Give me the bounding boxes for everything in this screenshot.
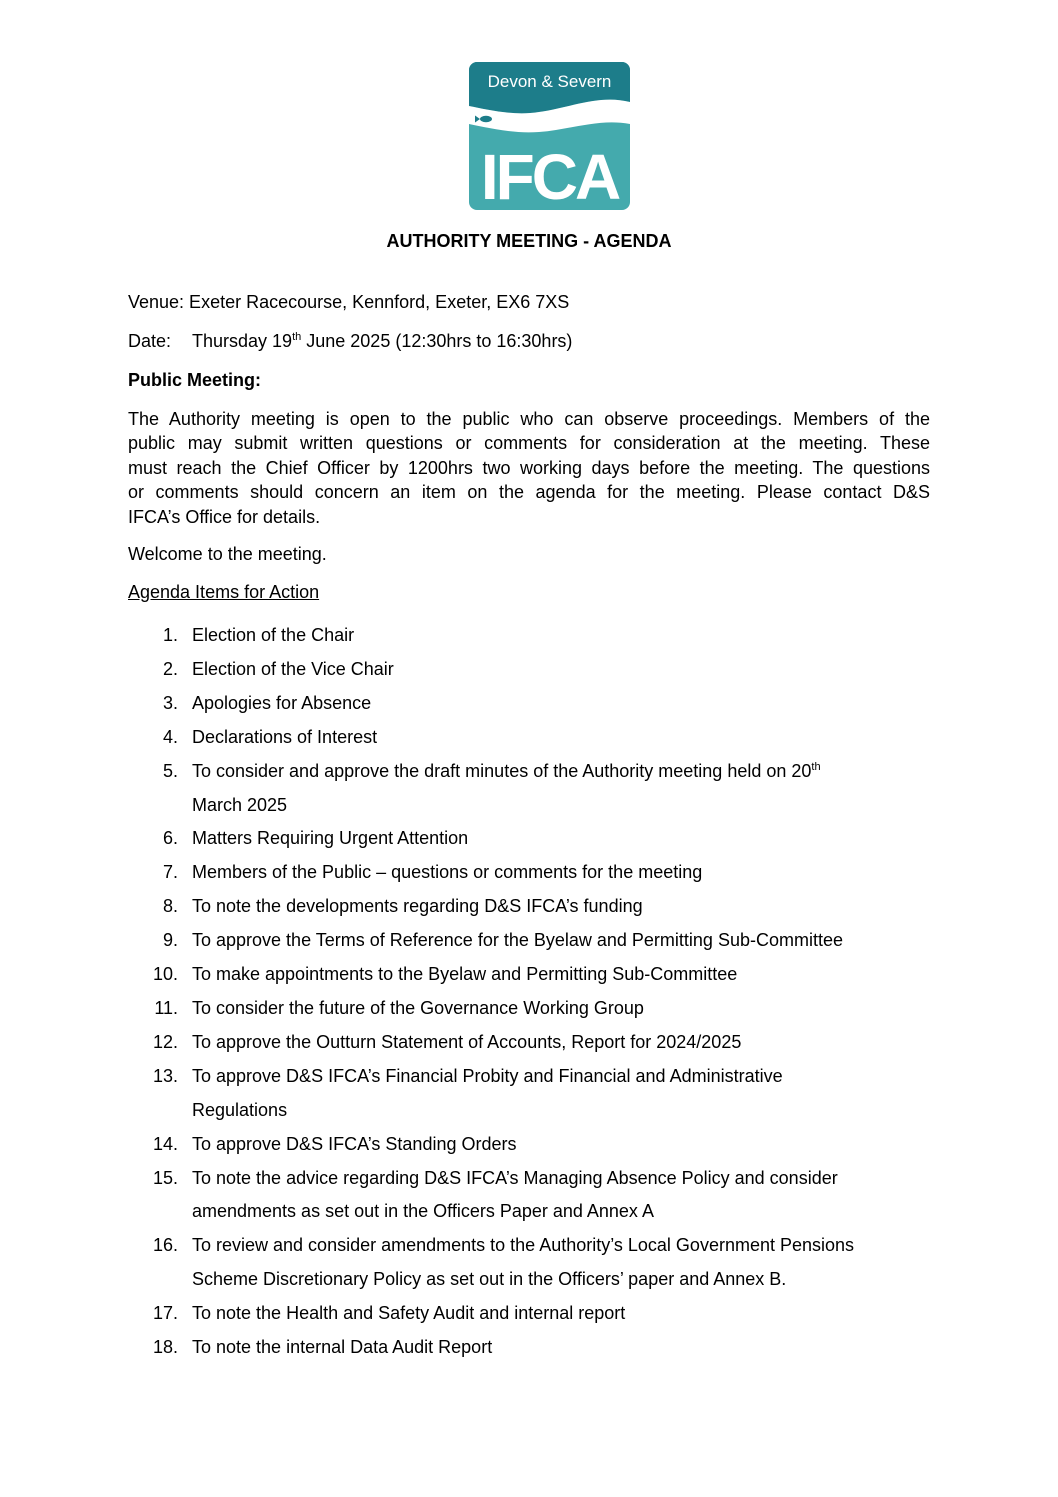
agenda-item bbox=[0, 958, 1058, 992]
agenda-item bbox=[0, 1297, 1058, 1331]
agenda-item-text: To approve D&S IFCA’s Standing Orders bbox=[192, 1133, 517, 1154]
agenda-item-number: 11. bbox=[154, 997, 178, 1018]
agenda-item bbox=[0, 1162, 1058, 1230]
agenda-item-number: 13. bbox=[152, 1065, 178, 1086]
agenda-heading: Agenda Items for Action bbox=[128, 582, 320, 602]
date-value-sup: th bbox=[292, 331, 302, 343]
paragraph-line: or comments should concern an item on the agenda for the meeting. Please contact D&S bbox=[128, 482, 930, 503]
agenda-item-text: To note the advice regarding D&S IFCA’s Managing Absence Policy and consider amendments as set out in the Officers Paper and Annex A bbox=[192, 1167, 838, 1222]
agenda-item-text: To note the Health and Safety Audit and internal report bbox=[192, 1303, 626, 1324]
agenda-item bbox=[0, 653, 1058, 687]
agenda-item-text-post: March 2025 bbox=[192, 794, 288, 815]
agenda-item-text: To consider the future of the Governance Working Group bbox=[192, 997, 644, 1018]
agenda-item-text: Matters Requiring Urgent Attention bbox=[192, 828, 469, 849]
agenda-item-number: 18. bbox=[152, 1337, 178, 1358]
agenda-item-number: 16. bbox=[152, 1235, 178, 1256]
agenda-item bbox=[0, 619, 1058, 653]
agenda-item-text: To note the internal Data Audit Report bbox=[192, 1337, 493, 1358]
agenda-item-text-sup: th bbox=[811, 760, 821, 773]
agenda-item bbox=[0, 856, 1058, 890]
paragraph-line: public may submit written questions or comments for consideration at the meeting. These bbox=[128, 433, 930, 454]
agenda-item bbox=[0, 1331, 1058, 1365]
agenda-item-text: To approve the Terms of Reference for the Byelaw and Permitting Sub-Committee bbox=[192, 930, 843, 951]
agenda-item-text: To note the developments regarding D&S IFCA’s funding bbox=[192, 896, 643, 917]
logo bbox=[469, 62, 630, 210]
document-title: AUTHORITY MEETING - AGENDA bbox=[386, 231, 672, 251]
agenda-item-text-pre: To consider and approve the draft minutes of the Authority meeting held on 20 bbox=[192, 760, 812, 781]
date-line bbox=[128, 330, 572, 352]
agenda-item-text bbox=[192, 755, 942, 823]
logo-main-text: IFCA bbox=[480, 141, 619, 210]
paragraph-line: The Authority meeting is open to the public who can observe proceedings. Members of the bbox=[128, 409, 930, 429]
agenda-item-number: 7. bbox=[162, 862, 178, 883]
agenda-item-text: Members of the Public – questions or comments for the meeting bbox=[192, 862, 703, 883]
agenda-item-number: 8. bbox=[162, 896, 178, 917]
agenda-item-number: 14. bbox=[152, 1133, 178, 1154]
date-value-pre: Thursday 19 bbox=[192, 331, 293, 351]
date-label: Date: bbox=[128, 331, 172, 351]
agenda-item bbox=[0, 890, 1058, 924]
agenda-list bbox=[0, 619, 1058, 1365]
agenda-item bbox=[0, 924, 1058, 958]
agenda-item-text: Apologies for Absence bbox=[192, 692, 372, 713]
public-meeting-paragraph bbox=[128, 407, 930, 529]
agenda-item bbox=[0, 1060, 1058, 1128]
venue-line: Venue: Exeter Racecourse, Kennford, Exeter, EX6 7XS bbox=[128, 292, 570, 312]
logo-top-text: Devon & Severn bbox=[487, 72, 612, 91]
agenda-item bbox=[0, 992, 1058, 1026]
agenda-item-number: 2. bbox=[162, 658, 178, 679]
agenda-item-text: Declarations of Interest bbox=[192, 726, 378, 747]
public-meeting-heading: Public Meeting: bbox=[128, 370, 262, 390]
agenda-item-text: Election of the Chair bbox=[192, 625, 355, 645]
agenda-item-number: 6. bbox=[162, 828, 178, 849]
agenda-item-number: 3. bbox=[162, 692, 178, 713]
welcome-line: Welcome to the meeting. bbox=[128, 544, 327, 564]
agenda-item-number: 4. bbox=[162, 726, 178, 747]
agenda-item bbox=[0, 755, 1058, 823]
agenda-item bbox=[0, 1026, 1058, 1060]
agenda-item-number: 9. bbox=[162, 930, 178, 951]
agenda-item-text: Election of the Vice Chair bbox=[192, 658, 394, 679]
agenda-item-text: To approve D&S IFCA’s Financial Probity and Financial and Administrative Regulations bbox=[192, 1065, 783, 1120]
ifca-logo-graphic bbox=[469, 62, 630, 210]
agenda-item-number: 15. bbox=[152, 1167, 178, 1188]
agenda-item-number: 12. bbox=[152, 1031, 178, 1052]
agenda-item bbox=[0, 721, 1058, 755]
date-value-post: June 2025 (12:30hrs to 16:30hrs) bbox=[301, 331, 573, 351]
agenda-item-number: 10. bbox=[152, 964, 178, 985]
agenda-item-text: To approve the Outturn Statement of Accounts, Report for 2024/2025 bbox=[192, 1031, 742, 1052]
agenda-item bbox=[0, 687, 1058, 721]
paragraph-line: must reach the Chief Officer by 1200hrs two working days before the meeting. The questions bbox=[128, 457, 930, 478]
agenda-item-number: 5. bbox=[162, 760, 178, 781]
paragraph-line: IFCA’s Office for details. bbox=[128, 506, 321, 527]
agenda-item bbox=[0, 822, 1058, 856]
agenda-item-text: To review and consider amendments to the Authority’s Local Government Pensions Scheme Discretionary Policy as set out in the Officers’ paper and Annex B. bbox=[192, 1235, 855, 1290]
agenda-item bbox=[0, 1229, 1058, 1297]
agenda-item-number: 1. bbox=[162, 625, 178, 645]
agenda-item-text: To make appointments to the Byelaw and Permitting Sub-Committee bbox=[192, 964, 738, 985]
agenda-item-number: 17. bbox=[152, 1303, 178, 1324]
agenda-item bbox=[0, 1128, 1058, 1162]
